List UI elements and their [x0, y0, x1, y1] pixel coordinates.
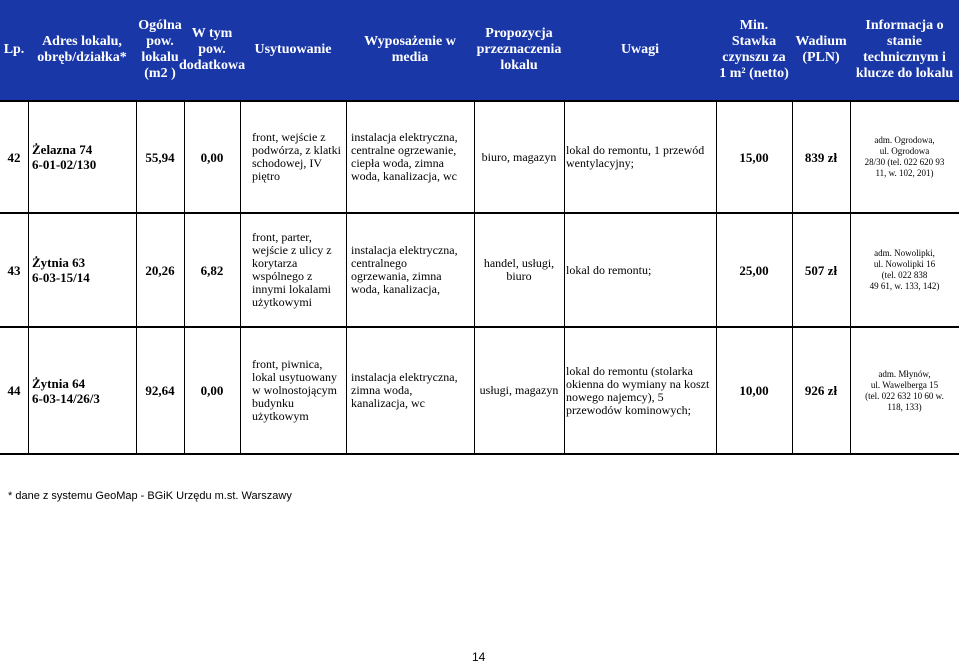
row-area: 92,64 — [145, 383, 175, 398]
row-address: Żytnia 63 6-03-15/14 — [32, 255, 90, 285]
column-divider — [346, 100, 347, 454]
header-additional: W tym pow. dodatkowa — [178, 26, 246, 73]
row-notes: lokal do remontu (stolarka okienna do wymiany na koszt nowego najemcy), 5 przewodów kominowych; — [566, 363, 710, 417]
row-lp: 42 — [7, 149, 21, 165]
header-media: Wyposażenie w media — [364, 34, 456, 65]
page-number: 14 — [472, 650, 486, 664]
row-additional: 0,00 — [200, 149, 224, 165]
row-address: Żelazna 74 6-01-02/130 — [32, 142, 97, 172]
row-info: adm. Nowolipki, ul. Nowolipki 16 (tel. 022 838 49 61, w. 133, 142) — [869, 248, 940, 291]
row-notes: lokal do remontu, 1 przewód wentylacyjny; — [566, 143, 705, 170]
row-lp: 44 — [7, 383, 21, 398]
row-location: front, wejście z podwórza, z klatki schodowej, IV piętro — [252, 130, 341, 183]
header-purpose: Propozycja przeznaczenia lokalu — [476, 26, 562, 73]
row-rate: 15,00 — [739, 149, 769, 165]
column-divider — [850, 100, 851, 454]
row-deposit: 839 zł — [804, 149, 838, 165]
column-divider — [564, 100, 565, 454]
header-location: Usytuowanie — [254, 42, 332, 57]
header-notes: Uwagi — [620, 42, 660, 57]
table-header — [0, 0, 959, 100]
header-area: Ogólna pow. lokalu (m2 ) — [138, 18, 182, 81]
header-rate: Min. Stawka czynszu za 1 m² (netto) — [719, 18, 789, 81]
row-info: adm. Młynów, ul. Wawelberga 15 (tel. 022 632 10 60 w. 118, 133) — [865, 368, 944, 412]
row-deposit: 507 zł — [804, 262, 838, 278]
row-area: 20,26 — [145, 262, 175, 278]
footnote: * dane z systemu GeoMap - BGiK Urzędu m.st. Warszawy — [8, 490, 292, 502]
row-purpose: biuro, magazyn — [481, 149, 557, 164]
row-media: instalacja elektryczna, zimna woda, kanalizacja, wc — [351, 370, 458, 410]
row-purpose: usługi, magazyn — [479, 383, 559, 397]
row-divider — [0, 453, 959, 455]
header-lp: Lp. — [3, 42, 25, 57]
row-rate: 10,00 — [739, 383, 769, 398]
header-address: Adres lokalu, obręb/działka* — [37, 34, 127, 65]
row-deposit: 926 zł — [804, 383, 838, 398]
row-info: adm. Ogrodowa, ul. Ogrodowa 28/30 (tel. 022 620 93 11, w. 102, 201) — [864, 135, 945, 178]
row-notes: lokal do remontu; — [566, 262, 652, 277]
row-media: instalacja elektryczna, centralne ogrzewanie, ciepła woda, zimna woda, kanalizacja, wc — [351, 130, 458, 183]
row-media: instalacja elektryczna, centralnego ogrzewania, zimna woda, kanalizacja, — [351, 243, 458, 296]
row-location: front, piwnica, lokal usytuowany w wolnostojącym budynku użytkowym — [252, 357, 337, 423]
row-additional: 0,00 — [200, 383, 224, 398]
row-additional: 6,82 — [200, 262, 224, 278]
header-info: Informacja o stanie technicznym i klucze do lokalu — [855, 18, 954, 81]
column-divider — [240, 100, 241, 454]
row-location: front, parter, wejście z ulicy z korytarza wspólnego z innymi lokalami użytkowymi — [252, 230, 332, 309]
row-rate: 25,00 — [739, 262, 769, 278]
row-lp: 43 — [7, 262, 21, 278]
row-address: Żytnia 64 6-03-14/26/3 — [32, 375, 100, 406]
column-divider — [28, 100, 29, 454]
row-purpose: handel, usługi, biuro — [483, 256, 555, 283]
header-deposit: Wadium (PLN) — [795, 34, 847, 65]
row-area: 55,94 — [145, 149, 175, 165]
